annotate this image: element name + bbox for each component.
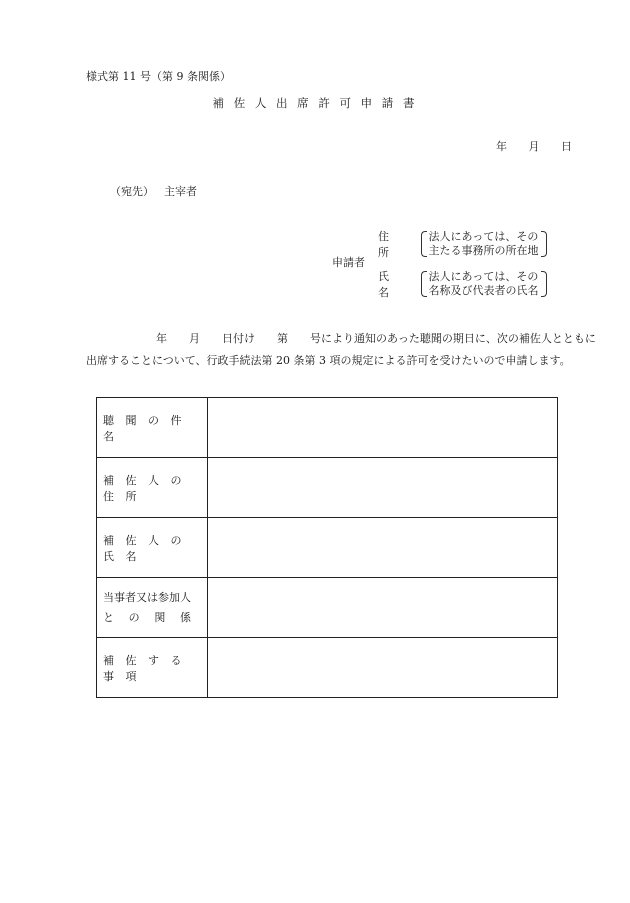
body-continuation: 号により通知のあった聴聞の期日に、次の補佐人とともに出席することについて、行政手続法第 20 条第 3 項の規定による許可を受けたいので申請します。 — [86, 332, 596, 367]
body-year: 年 — [156, 332, 167, 345]
addressee — [110, 183, 197, 199]
row-label-relationship — [97, 578, 208, 638]
row-value-assistant-address[interactable] — [208, 458, 558, 518]
application-table — [96, 397, 558, 698]
address-note — [420, 230, 548, 258]
relationship-line2 — [103, 608, 191, 628]
address-note-line1: 法人にあっては、その — [428, 230, 539, 243]
date-month: 月 — [528, 140, 540, 153]
table-row — [97, 458, 558, 518]
row-value-relationship[interactable] — [208, 578, 558, 638]
body-day-suffix: 日付け — [222, 332, 255, 345]
body-no-prefix: 第 — [277, 332, 288, 345]
table-row — [97, 578, 558, 638]
row-label-assistant-name: 補 佐 人 の 氏 名 — [97, 518, 208, 578]
name-label: 氏 名 — [378, 270, 395, 299]
relationship-char: 関 — [154, 610, 166, 624]
form-number: 様式第 11 号（第 9 条関係） — [86, 70, 231, 83]
relationship-char: と — [103, 610, 114, 624]
date-line — [496, 138, 572, 154]
applicant-name-row — [378, 268, 548, 300]
name-note-line1: 法人にあっては、その — [428, 270, 539, 283]
relationship-line1: 当事者又は参加人 — [103, 590, 191, 604]
table-row — [97, 638, 558, 698]
applicant-address-row — [378, 228, 548, 260]
row-value-assistant-name[interactable] — [208, 518, 558, 578]
address-note-line2: 主たる事務所の所在地 — [428, 244, 539, 257]
table-row — [97, 518, 558, 578]
name-note — [420, 270, 548, 298]
row-label-assist-matters: 補 佐 す る 事 項 — [97, 638, 208, 698]
row-label-assistant-address: 補 佐 人 の 住 所 — [97, 458, 208, 518]
date-year: 年 — [496, 140, 507, 153]
document-title: 補 佐 人 出 席 許 可 申 請 書 — [212, 96, 418, 110]
row-label-hearing-subject: 聴 聞 の 件 名 — [97, 398, 208, 458]
request-body-text — [86, 328, 601, 372]
relationship-char: の — [128, 610, 140, 624]
date-day: 日 — [561, 140, 572, 153]
name-note-line2: 名称及び代表者の氏名 — [428, 284, 539, 297]
relationship-char: 係 — [179, 610, 191, 624]
addressee-name: 主宰者 — [164, 185, 197, 198]
body-month: 月 — [189, 332, 200, 345]
applicant-label: 申請者 — [332, 256, 365, 269]
row-value-hearing-subject[interactable] — [208, 398, 558, 458]
row-value-assist-matters[interactable] — [208, 638, 558, 698]
table-row — [97, 398, 558, 458]
address-label: 住 所 — [378, 230, 395, 259]
addressee-prefix: （宛先） — [110, 185, 154, 198]
